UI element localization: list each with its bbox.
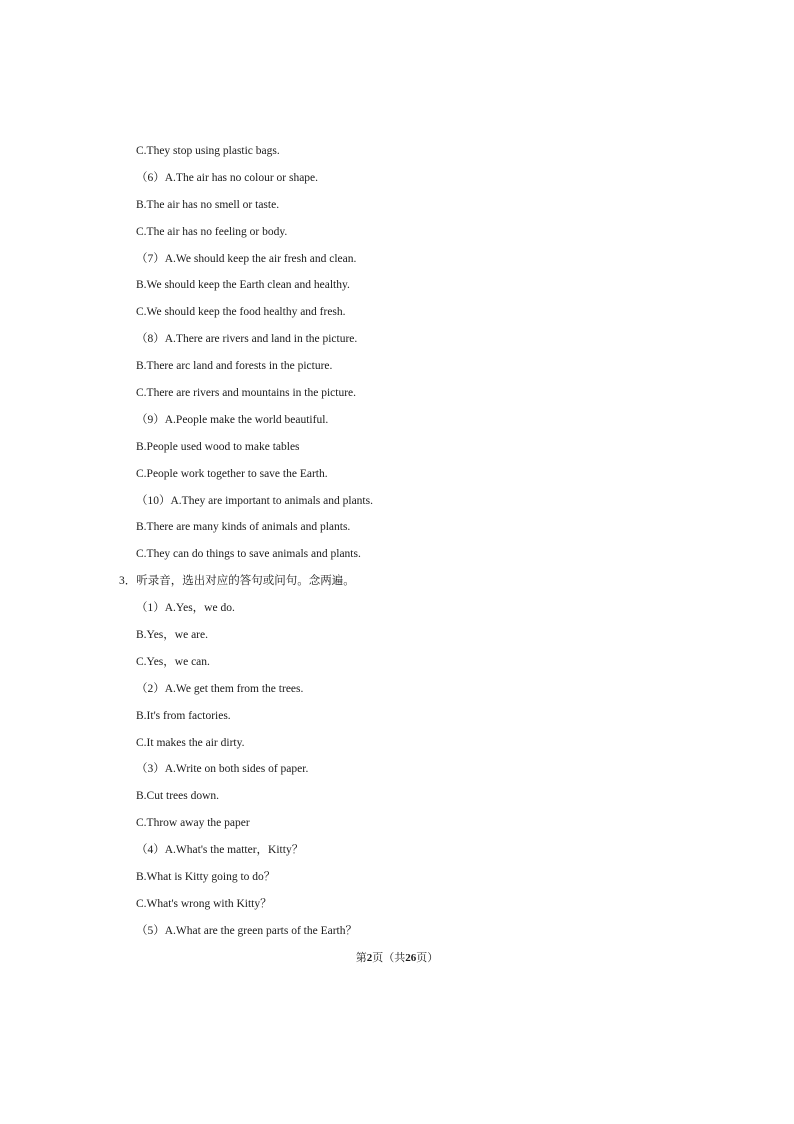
section-heading: 3．听录音，选出对应的答句或问句。念两遍。 [119, 575, 355, 588]
answer-option: B.There are many kinds of animals and plants. [136, 521, 351, 534]
page-footer [0, 948, 794, 968]
question-item: （1）A.Yes，we do. [136, 602, 235, 615]
answer-option: C.They stop using plastic bags. [136, 145, 280, 157]
answer-option: C.We should keep the food healthy and fresh. [136, 306, 346, 319]
answer-option: C.They can do things to save animals and plants. [136, 548, 361, 561]
question-item: （9）A.People make the world beautiful. [136, 413, 329, 426]
question-item: （8）A.There are rivers and land in the picture. [136, 333, 358, 346]
footer-page-number: 2 [366, 952, 373, 964]
question-item: （6）A.The air has no colour or shape. [136, 171, 319, 184]
question-item: （5）A.What are the green parts of the Earth？ [136, 924, 357, 937]
answer-option: C.People work together to save the Earth. [136, 467, 328, 480]
answer-option: C.Yes，we can. [136, 655, 210, 668]
answer-option: C.It makes the air dirty. [136, 736, 245, 749]
answer-option: C.What's wrong with Kitty？ [136, 897, 272, 910]
question-item: （2）A.We get them from the trees. [136, 682, 304, 695]
answer-option: C.The air has no feeling or body. [136, 225, 288, 238]
answer-option: B.Cut trees down. [136, 790, 220, 803]
answer-option: C.Throw away the paper [136, 817, 250, 830]
answer-option: B.It's from factories. [136, 709, 231, 722]
answer-option: B.Yes，we are. [136, 629, 208, 642]
question-item: （3）A.Write on both sides of paper. [136, 763, 309, 776]
footer-prefix: 第 [355, 952, 367, 964]
footer-middle: 页（共 [372, 952, 406, 964]
answer-option: B.What is Kitty going to do？ [136, 871, 276, 884]
answer-option: B.The air has no smell or taste. [136, 198, 280, 211]
answer-option: B.There arc land and forests in the picture. [136, 360, 333, 373]
answer-option: B.We should keep the Earth clean and healthy. [136, 279, 350, 292]
answer-option: C.There are rivers and mountains in the picture. [136, 387, 357, 400]
question-item: （10）A.They are important to animals and plants. [136, 494, 373, 507]
footer-total-pages: 26 [405, 952, 417, 964]
question-lines [0, 141, 794, 948]
question-item: （7）A.We should keep the air fresh and clean. [136, 252, 357, 265]
footer-suffix: 页） [416, 952, 439, 964]
question-item: （4）A.What's the matter，Kitty？ [136, 844, 304, 857]
answer-option: B.People used wood to make tables [136, 440, 300, 453]
